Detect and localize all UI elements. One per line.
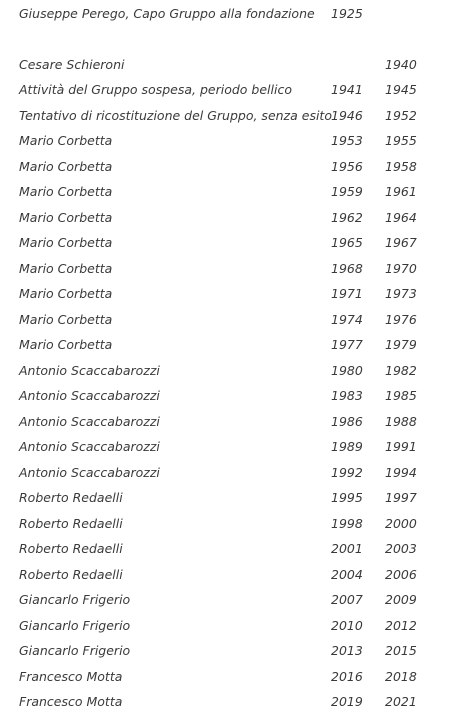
leader-name: Mario Corbetta — [19, 184, 113, 199]
leader-name: Tentativo di ricostituzione del Gruppo, senza esito — [19, 108, 332, 123]
leader-name: Mario Corbetta — [19, 159, 113, 174]
start-year: 1953 — [331, 133, 363, 148]
start-year: 2016 — [331, 669, 363, 684]
leader-name: Roberto Redaelli — [19, 567, 123, 582]
end-year: 1976 — [385, 312, 417, 327]
leader-name: Roberto Redaelli — [19, 516, 123, 531]
start-year: 1977 — [331, 337, 363, 352]
end-year: 1970 — [385, 261, 417, 276]
table-row — [0, 539, 470, 559]
start-year: 1956 — [331, 159, 363, 174]
end-year: 1940 — [385, 57, 417, 72]
start-year: 1946 — [331, 108, 363, 123]
table-row — [0, 437, 470, 457]
leader-name: Antonio Scaccabarozzi — [19, 465, 160, 480]
table-row — [0, 692, 470, 712]
end-year: 1964 — [385, 210, 417, 225]
leader-name: Mario Corbetta — [19, 337, 113, 352]
table-row — [0, 157, 470, 177]
end-year: 2000 — [385, 516, 417, 531]
end-year: 1979 — [385, 337, 417, 352]
table-row — [0, 386, 470, 406]
table-row — [0, 131, 470, 151]
table-row — [0, 565, 470, 585]
table-row — [0, 106, 470, 126]
start-year: 1974 — [331, 312, 363, 327]
start-year: 2010 — [331, 618, 363, 633]
end-year: 1988 — [385, 414, 417, 429]
leader-name: Antonio Scaccabarozzi — [19, 414, 160, 429]
leader-name: Mario Corbetta — [19, 312, 113, 327]
table-row — [0, 80, 470, 100]
leader-name: Giuseppe Perego, Capo Gruppo alla fondazione — [19, 6, 315, 21]
end-year: 1961 — [385, 184, 417, 199]
start-year: 1995 — [331, 490, 363, 505]
table-row — [0, 284, 470, 304]
end-year: 2015 — [385, 643, 417, 658]
start-year: 2019 — [331, 694, 363, 709]
table-row — [0, 310, 470, 330]
leader-name: Giancarlo Frigerio — [19, 643, 131, 658]
table-row — [0, 361, 470, 381]
leader-name: Roberto Redaelli — [19, 490, 123, 505]
leader-name: Mario Corbetta — [19, 235, 113, 250]
table-row — [0, 463, 470, 483]
table-row — [0, 590, 470, 610]
leader-name: Giancarlo Frigerio — [19, 618, 131, 633]
start-year: 2004 — [331, 567, 363, 582]
start-year: 2001 — [331, 541, 363, 556]
table-row — [0, 412, 470, 432]
table-row — [0, 208, 470, 228]
table-row — [0, 233, 470, 253]
end-year: 2003 — [385, 541, 417, 556]
end-year: 1997 — [385, 490, 417, 505]
table-row — [0, 55, 470, 75]
start-year: 1962 — [331, 210, 363, 225]
end-year: 1952 — [385, 108, 417, 123]
start-year: 1959 — [331, 184, 363, 199]
end-year: 2006 — [385, 567, 417, 582]
start-year: 2007 — [331, 592, 363, 607]
end-year: 1945 — [385, 82, 417, 97]
end-year: 2009 — [385, 592, 417, 607]
start-year: 1971 — [331, 286, 363, 301]
table-row — [0, 4, 470, 24]
end-year: 2021 — [385, 694, 417, 709]
start-year: 1998 — [331, 516, 363, 531]
table-row — [0, 641, 470, 661]
leader-name: Antonio Scaccabarozzi — [19, 363, 160, 378]
leader-name: Antonio Scaccabarozzi — [19, 439, 160, 454]
start-year: 2013 — [331, 643, 363, 658]
start-year: 1965 — [331, 235, 363, 250]
end-year: 1994 — [385, 465, 417, 480]
start-year: 1992 — [331, 465, 363, 480]
start-year: 1989 — [331, 439, 363, 454]
end-year: 1967 — [385, 235, 417, 250]
leader-name: Giancarlo Frigerio — [19, 592, 131, 607]
table-row — [0, 488, 470, 508]
end-year: 1973 — [385, 286, 417, 301]
start-year: 1986 — [331, 414, 363, 429]
leader-name: Mario Corbetta — [19, 286, 113, 301]
table-row — [0, 182, 470, 202]
table-row — [0, 667, 470, 687]
table-row — [0, 335, 470, 355]
table-row — [0, 514, 470, 534]
leader-name: Mario Corbetta — [19, 210, 113, 225]
end-year: 1982 — [385, 363, 417, 378]
start-year: 1980 — [331, 363, 363, 378]
leader-name: Cesare Schieroni — [19, 57, 125, 72]
end-year: 1958 — [385, 159, 417, 174]
start-year: 1983 — [331, 388, 363, 403]
end-year: 1985 — [385, 388, 417, 403]
start-year: 1941 — [331, 82, 363, 97]
start-year: 1968 — [331, 261, 363, 276]
leader-name: Mario Corbetta — [19, 261, 113, 276]
start-year: 1925 — [331, 6, 363, 21]
end-year: 2012 — [385, 618, 417, 633]
leader-name: Francesco Motta — [19, 669, 123, 684]
leader-name: Francesco Motta — [19, 694, 123, 709]
end-year: 1991 — [385, 439, 417, 454]
leader-name: Antonio Scaccabarozzi — [19, 388, 160, 403]
leader-name: Mario Corbetta — [19, 133, 113, 148]
end-year: 2018 — [385, 669, 417, 684]
table-row — [0, 259, 470, 279]
table-row — [0, 616, 470, 636]
end-year: 1955 — [385, 133, 417, 148]
leader-name: Attività del Gruppo sospesa, periodo bellico — [19, 82, 292, 97]
leader-name: Roberto Redaelli — [19, 541, 123, 556]
